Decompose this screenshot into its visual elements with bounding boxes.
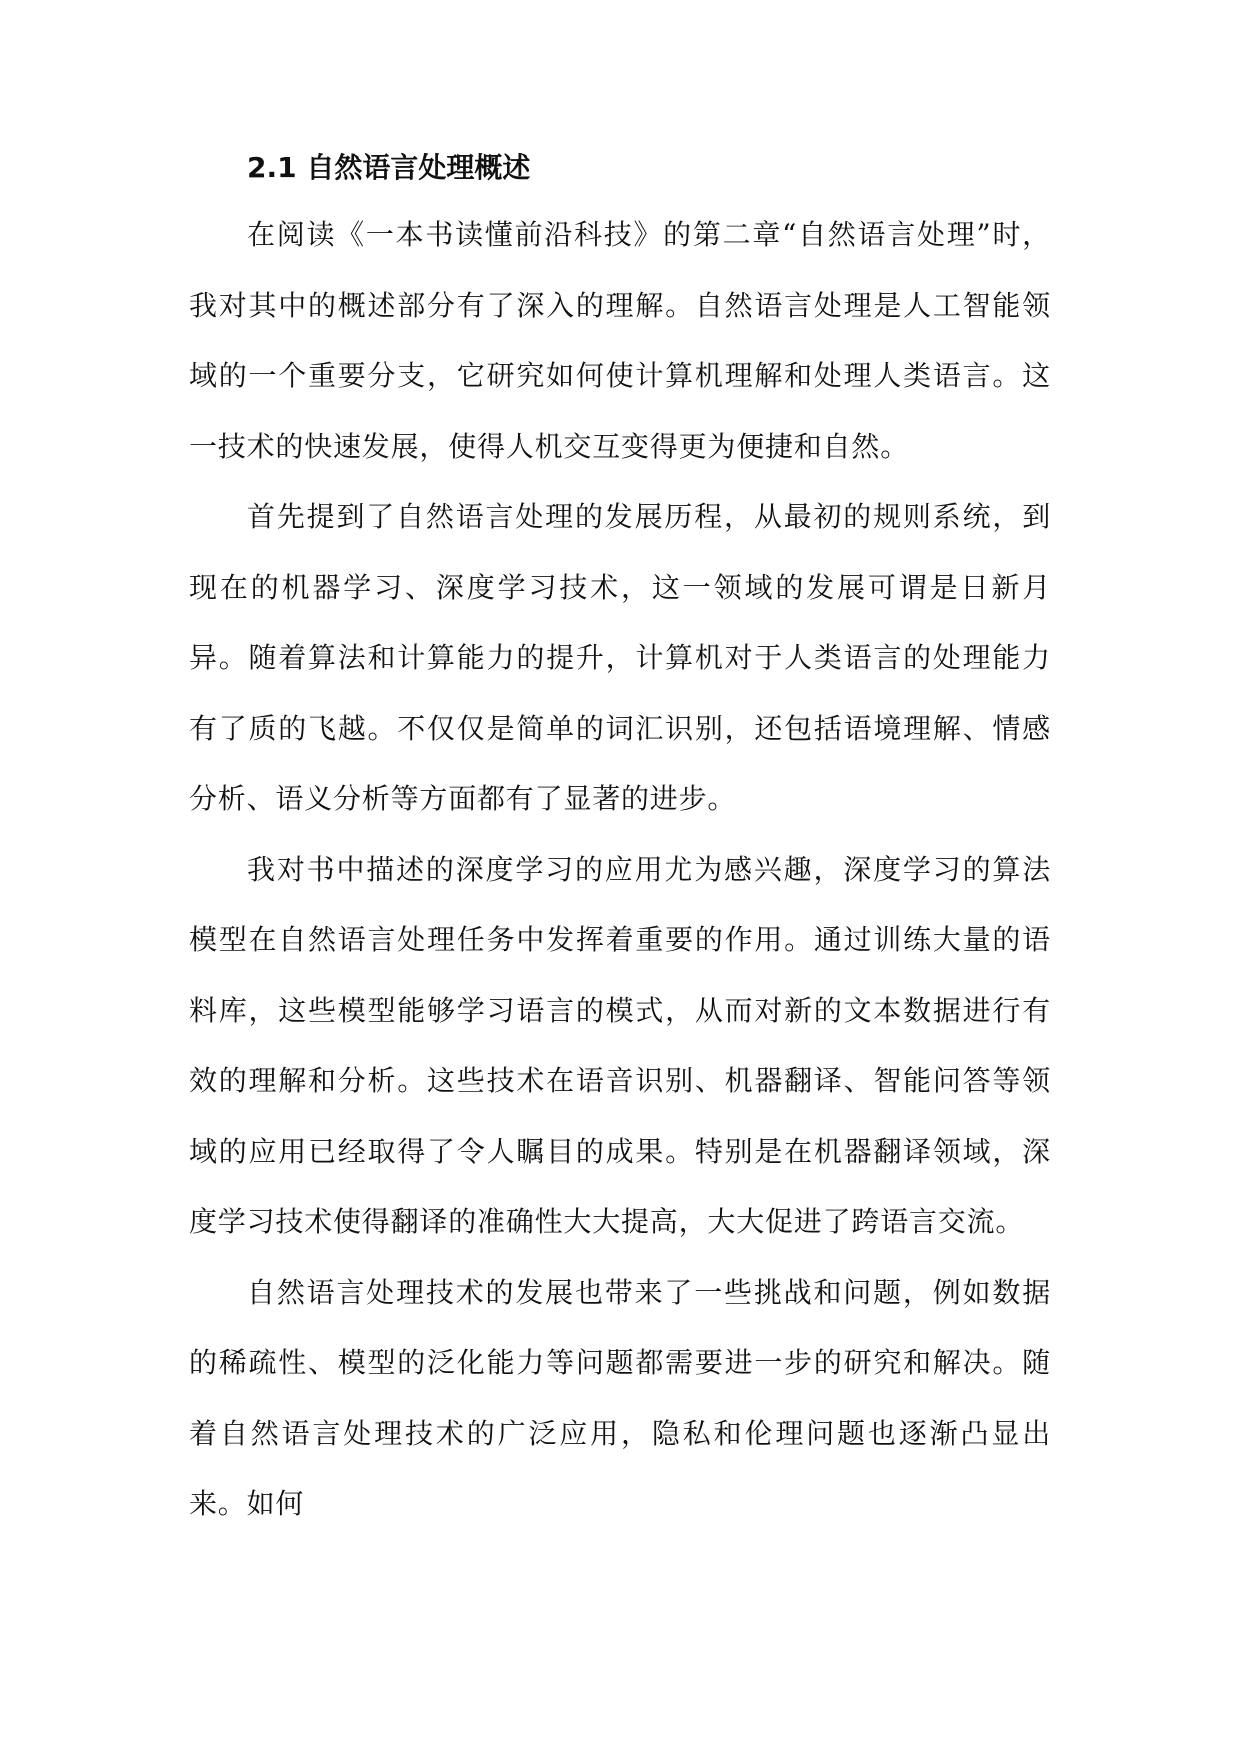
paragraph-intro: 在阅读《一本书读懂前沿科技》的第二章“自然语言处理”时，我对其中的概述部分有了深入的理解。自然语言处理是人工智能领域的一个重要分支，它研究如何使计算机理解和处理人类语言。这一技术的快速发展，使得人机交互变得更为便捷和自然。 [189,218,1051,463]
document-body [189,138,1051,1540]
section-heading: 2.1 自然语言处理概述 [247,151,531,184]
paragraph-challenges: 自然语言处理技术的发展也带来了一些挑战和问题，例如数据的稀疏性、模型的泛化能力等问题都需要进一步的研究和解决。随着自然语言处理技术的广泛应用，隐私和伦理问题也逐渐凸显出来。如何 [189,1275,1051,1520]
paragraph-history: 首先提到了自然语言处理的发展历程，从最初的规则系统，到现在的机器学习、深度学习技术，这一领域的发展可谓是日新月异。随着算法和计算能力的提升，计算机对于人类语言的处理能力有了质的飞越。不仅仅是简单的词汇识别，还包括语境理解、情感分析、语义分析等方面都有了显著的进步。 [189,500,1051,815]
paragraph-deep-learning: 我对书中描述的深度学习的应用尤为感兴趣，深度学习的算法模型在自然语言处理任务中发挥着重要的作用。通过训练大量的语料库，这些模型能够学习语言的模式，从而对新的文本数据进行有效的理解和分析。这些技术在语音识别、机器翻译、智能问答等领域的应用已经取得了令人瞩目的成果。特别是在机器翻译领域，深度学习技术使得翻译的准确性大大提高，大大促进了跨语言交流。 [189,852,1051,1238]
